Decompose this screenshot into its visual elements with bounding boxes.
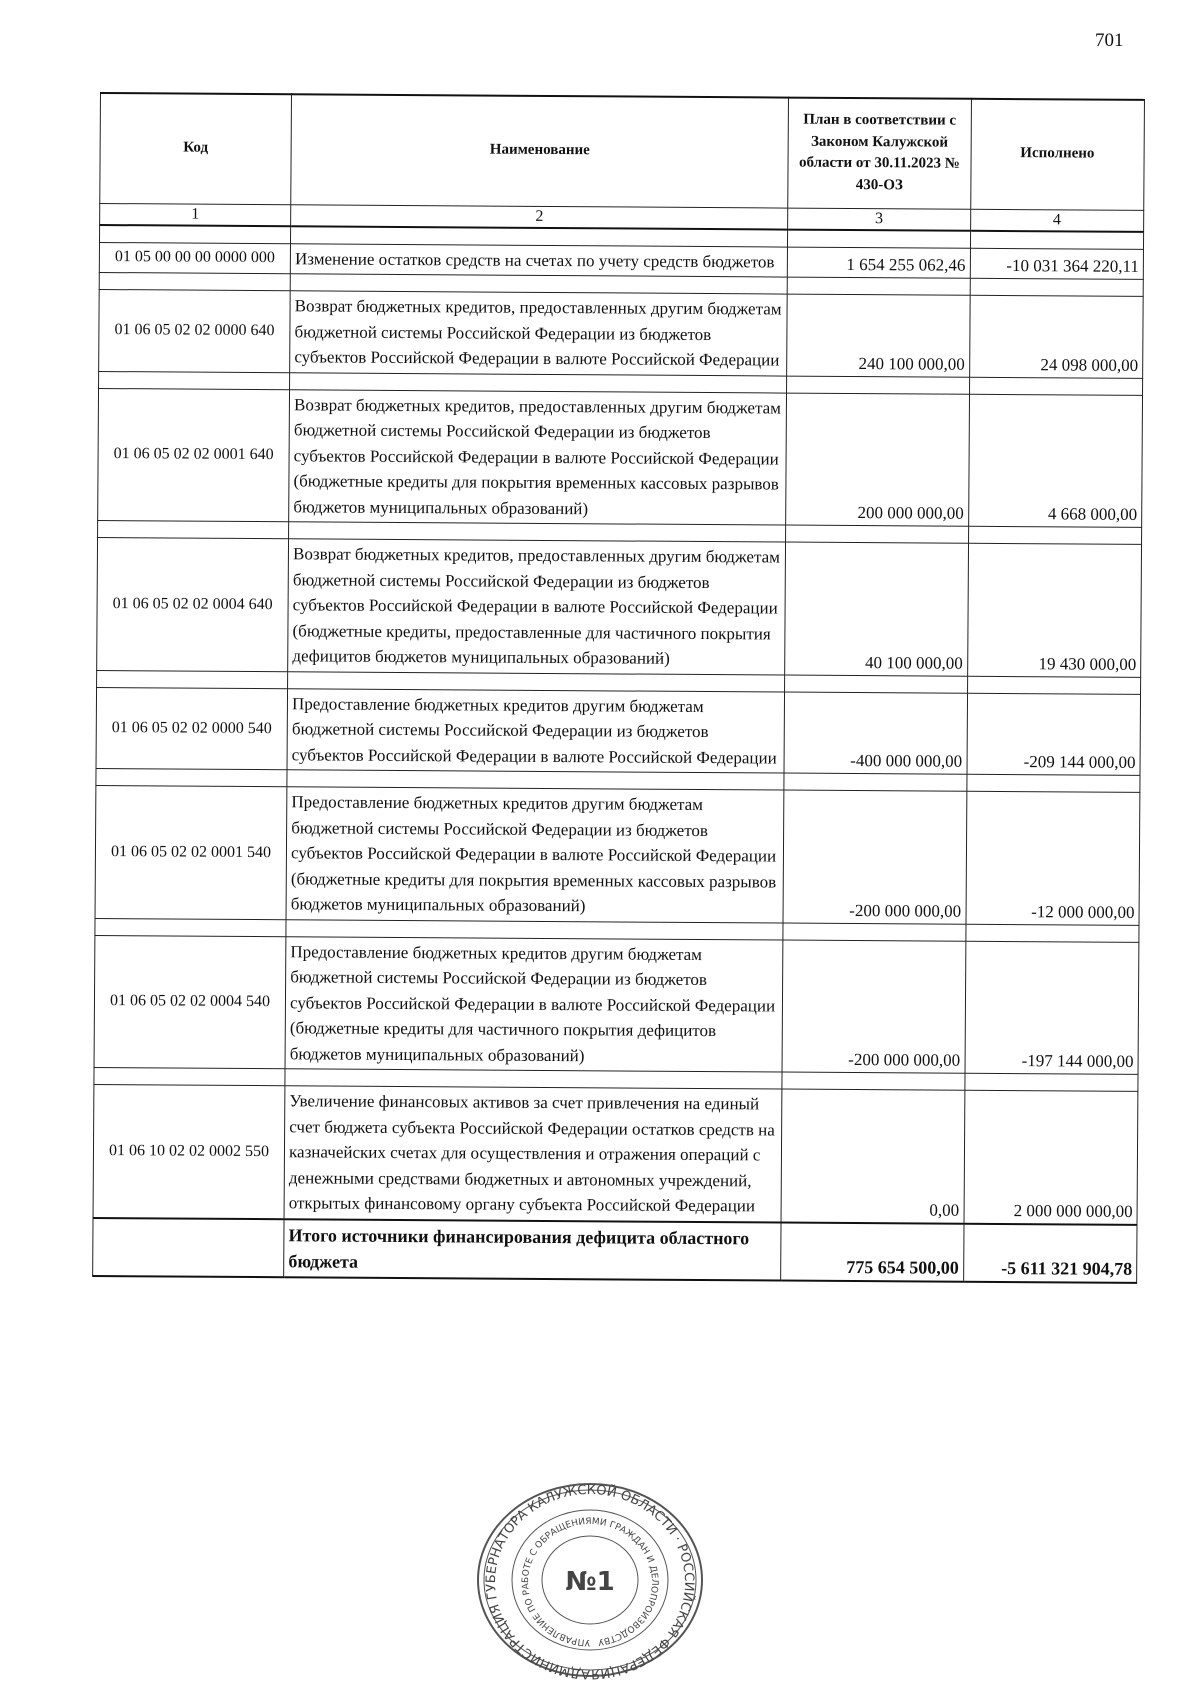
column-number: 1 xyxy=(100,203,291,226)
plan-cell: 0,00 xyxy=(781,1089,964,1223)
table-row xyxy=(95,785,1140,924)
header-plan: План в соответствии с Законом Калужской области от 30.11.2023 № 430-ОЗ xyxy=(788,98,971,209)
plan-cell: -200 000 000,00 xyxy=(782,940,965,1074)
code-cell: 01 06 10 02 02 0002 550 xyxy=(93,1084,285,1218)
spacer-cell xyxy=(787,277,969,295)
seal-outer-text: АДМИНИСТРАЦИЯ ГУБЕРНАТОРА КАЛУЖСКОЙ ОБЛАСТИ · РОССИЙСКАЯ ФЕДЕРАЦИЯ xyxy=(483,1482,697,1680)
spacer-cell xyxy=(967,676,1141,694)
total-done-cell: -5 611 321 904,78 xyxy=(963,1223,1137,1282)
column-number: 3 xyxy=(788,208,970,231)
name-cell: Предоставление бюджетных кредитов другим бюджетам бюджетной системы Российской Федерации из бюджетов субъектов Российской Федерации в валюте Российской Федерации (бюджетные кредиты для частичного покрытия дефицитов бюджетов муниципальных образований) xyxy=(285,936,783,1072)
code-cell: 01 06 05 02 02 0004 540 xyxy=(94,935,286,1069)
table-row xyxy=(99,289,1144,377)
code-cell: 01 06 05 02 02 0000 540 xyxy=(96,687,288,770)
done-cell: 19 430 000,00 xyxy=(967,543,1141,677)
spacer-cell xyxy=(785,675,967,693)
spacer-cell xyxy=(782,1072,964,1090)
spacer-cell xyxy=(783,923,965,941)
spacer-cell xyxy=(968,526,1142,544)
seal-inner-text: УПРАВЛЕНИЕ ПО РАБОТЕ С ОБРАЩЕНИЯМИ ГРАЖДАН И ДЕЛОПРОИЗВОДСТВУ xyxy=(520,1516,660,1648)
name-cell: Предоставление бюджетных кредитов другим бюджетам бюджетной системы Российской Федерации из бюджетов субъектов Российской Федерации в валюте Российской Федерации (бюджетные кредиты для покрытия временных кассовых разрывов бюджетов муниципальных образований) xyxy=(286,787,784,923)
table-row xyxy=(93,1084,1138,1224)
table-row xyxy=(98,388,1143,527)
total-code-cell xyxy=(93,1217,284,1276)
name-cell: Предоставление бюджетных кредитов другим бюджетам бюджетной системы Российской Федерации из бюджетов субъектов Российской Федерации в валюте Российской Федерации xyxy=(287,688,785,773)
spacer-cell xyxy=(97,670,288,688)
done-cell: 2 000 000 000,00 xyxy=(964,1090,1138,1224)
official-seal xyxy=(470,1480,710,1680)
spacer-cell xyxy=(100,225,291,244)
spacer-cell xyxy=(786,525,968,543)
header-done: Исполнено xyxy=(970,99,1144,210)
code-cell: 01 05 00 00 00 0000 000 xyxy=(99,242,290,274)
column-number: 2 xyxy=(291,204,788,229)
spacer-cell xyxy=(98,520,289,538)
code-cell: 01 06 05 02 02 0004 640 xyxy=(97,537,289,671)
page-number: 701 xyxy=(1095,30,1124,51)
plan-cell: -200 000 000,00 xyxy=(783,790,966,924)
column-number: 4 xyxy=(970,209,1144,232)
spacer-cell xyxy=(99,272,290,290)
table-row xyxy=(94,935,1139,1074)
spacer-cell xyxy=(99,371,290,389)
spacer-cell xyxy=(966,774,1140,792)
spacer-cell xyxy=(965,924,1139,942)
spacer-cell xyxy=(787,376,969,394)
source-financing-table xyxy=(92,92,1145,1284)
plan-cell: 200 000 000,00 xyxy=(786,393,969,527)
plan-cell: 40 100 000,00 xyxy=(785,542,968,676)
done-cell: 4 668 000,00 xyxy=(968,394,1142,528)
spacer-cell xyxy=(784,773,966,791)
plan-cell: -400 000 000,00 xyxy=(784,692,967,775)
name-cell: Возврат бюджетных кредитов, предоставленных другим бюджетам бюджетной системы Российской Федерации из бюджетов субъектов Российской Федерации в валюте Российской Федерации (бюджетные кредиты для покрытия временных кассовых разрывов бюджетов муниципальных образований) xyxy=(289,389,787,525)
total-row xyxy=(93,1217,1137,1282)
spacer-cell xyxy=(970,230,1144,249)
plan-cell: 240 100 000,00 xyxy=(787,294,970,377)
spacer-cell xyxy=(94,1067,285,1085)
done-cell: 24 098 000,00 xyxy=(969,295,1143,378)
table-row xyxy=(97,537,1142,676)
total-plan-cell: 775 654 500,00 xyxy=(781,1222,964,1281)
plan-cell: 1 654 255 062,46 xyxy=(788,247,970,279)
header-code: Код xyxy=(100,93,292,204)
done-cell: -10 031 364 220,11 xyxy=(970,248,1144,280)
spacer-cell xyxy=(788,229,970,248)
name-cell: Увеличение финансовых активов за счет привлечения на единый счет бюджета субъекта Российской Федерации остатков средств на казначейских счетах для осуществления и отражения операций с денежными средствами бюджетных и автономных учреждений, открытых финансовому органу субъекта Российской Федерации xyxy=(284,1086,782,1222)
spacer-cell xyxy=(95,918,286,936)
code-cell: 01 06 05 02 02 0001 540 xyxy=(95,785,287,919)
header-name: Наименование xyxy=(291,94,789,207)
done-cell: -197 144 000,00 xyxy=(965,941,1139,1075)
spacer-cell xyxy=(96,768,287,786)
name-cell: Возврат бюджетных кредитов, предоставленных другим бюджетам бюджетной системы Российской Федерации из бюджетов субъектов Российской Федерации в валюте Российской Федерации (бюджетные кредиты, предоставленные для частичного покрытия дефицитов бюджетов муниципальных образований) xyxy=(288,539,786,675)
table-row xyxy=(96,687,1141,775)
total-name-cell: Итого источники финансирования дефицита областного бюджета xyxy=(284,1219,782,1280)
spacer-cell xyxy=(969,377,1143,395)
code-cell: 01 06 05 02 02 0000 640 xyxy=(99,289,291,372)
done-cell: -12 000 000,00 xyxy=(966,791,1140,925)
spacer-cell xyxy=(964,1073,1138,1091)
done-cell: -209 144 000,00 xyxy=(967,693,1141,776)
code-cell: 01 06 05 02 02 0001 640 xyxy=(98,388,290,522)
name-cell: Изменение остатков средств на счетах по учету средств бюджетов xyxy=(290,243,787,277)
seal-number: №1 xyxy=(565,1567,615,1597)
name-cell: Возврат бюджетных кредитов, предоставленных другим бюджетам бюджетной системы Российской Федерации из бюджетов субъектов Российской Федерации в валюте Российской Федерации xyxy=(290,291,788,376)
spacer-cell xyxy=(970,278,1144,296)
